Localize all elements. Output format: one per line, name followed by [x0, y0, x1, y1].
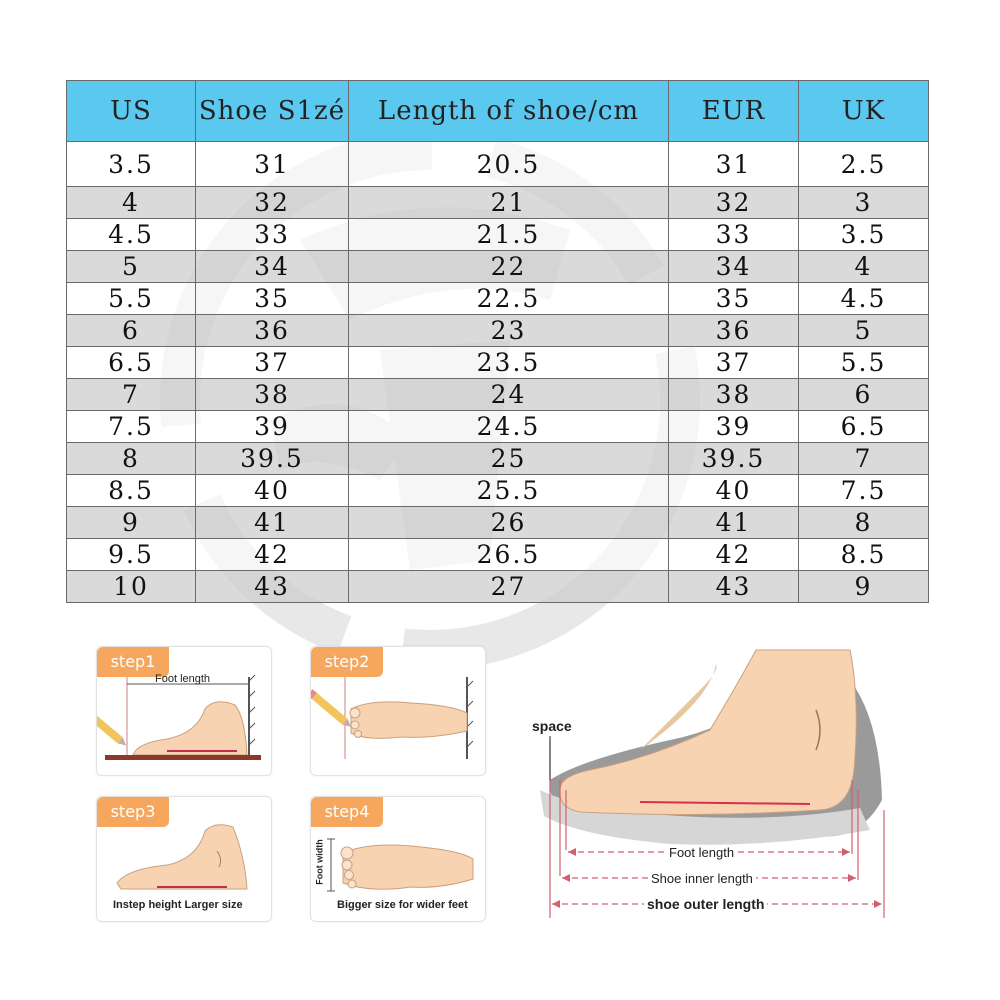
step2-tag: step2 — [311, 647, 383, 677]
cell-us: 10 — [67, 571, 196, 603]
table-row — [67, 283, 929, 315]
cell-uk: 7.5 — [799, 475, 929, 507]
cell-length-cm: 21 — [349, 187, 669, 219]
shoe-outer-length-label: shoe outer length — [644, 896, 767, 912]
space-label: space — [532, 718, 572, 734]
step2-card — [310, 646, 486, 776]
step3-caption: Instep height Larger size — [113, 899, 243, 911]
table-row — [67, 411, 929, 443]
cell-shoe-size: 40 — [196, 475, 349, 507]
cell-eur: 33 — [669, 219, 799, 251]
cell-eur: 39 — [669, 411, 799, 443]
cell-length-cm: 20.5 — [349, 142, 669, 187]
cell-uk: 8 — [799, 507, 929, 539]
cell-shoe-size: 36 — [196, 315, 349, 347]
cell-shoe-size: 38 — [196, 379, 349, 411]
cell-shoe-size: 42 — [196, 539, 349, 571]
cell-us: 7 — [67, 379, 196, 411]
cell-length-cm: 26 — [349, 507, 669, 539]
cell-us: 5.5 — [67, 283, 196, 315]
cell-shoe-size: 39.5 — [196, 443, 349, 475]
cell-shoe-size: 37 — [196, 347, 349, 379]
cell-us: 4.5 — [67, 219, 196, 251]
cell-us: 3.5 — [67, 142, 196, 187]
table-row — [67, 251, 929, 283]
foot-length-label: Foot length — [666, 845, 737, 860]
cell-us: 7.5 — [67, 411, 196, 443]
cell-eur: 39.5 — [669, 443, 799, 475]
cell-uk: 9 — [799, 571, 929, 603]
cell-length-cm: 26.5 — [349, 539, 669, 571]
table-row — [67, 475, 929, 507]
cell-uk: 2.5 — [799, 142, 929, 187]
table-row — [67, 539, 929, 571]
cell-uk: 6.5 — [799, 411, 929, 443]
cell-length-cm: 25 — [349, 443, 669, 475]
cell-us: 8 — [67, 443, 196, 475]
table-header-row — [67, 81, 929, 142]
step1-foot-length-label: Foot length — [155, 673, 211, 685]
step4-foot-width-label: Foot width — [314, 839, 325, 885]
size-chart-table — [66, 80, 929, 603]
cell-us: 8.5 — [67, 475, 196, 507]
cell-eur: 43 — [669, 571, 799, 603]
table-row — [67, 379, 929, 411]
table-row — [67, 142, 929, 187]
header-eur: EUR — [669, 81, 799, 142]
cell-length-cm: 24 — [349, 379, 669, 411]
cell-shoe-size: 31 — [196, 142, 349, 187]
cell-length-cm: 25.5 — [349, 475, 669, 507]
shoe-fit-diagram — [520, 640, 900, 930]
header-us: US — [67, 81, 196, 142]
cell-length-cm: 23 — [349, 315, 669, 347]
header-shoe-size: Shoe S1zé — [196, 81, 349, 142]
table-row — [67, 315, 929, 347]
cell-us: 6.5 — [67, 347, 196, 379]
table-row — [67, 187, 929, 219]
cell-uk: 7 — [799, 443, 929, 475]
header-uk: UK — [799, 81, 929, 142]
cell-eur: 40 — [669, 475, 799, 507]
step4-caption: Bigger size for wider feet — [337, 899, 468, 911]
cell-eur: 41 — [669, 507, 799, 539]
table-row — [67, 507, 929, 539]
table-row — [67, 443, 929, 475]
step4-tag: step4 — [311, 797, 383, 827]
cell-shoe-size: 33 — [196, 219, 349, 251]
cell-uk: 3.5 — [799, 219, 929, 251]
table-body — [67, 142, 929, 603]
cell-eur: 36 — [669, 315, 799, 347]
table-row — [67, 347, 929, 379]
cell-length-cm: 27 — [349, 571, 669, 603]
cell-eur: 34 — [669, 251, 799, 283]
header-length-cm: Length of shoe/cm — [349, 81, 669, 142]
shoe-inner-length-label: Shoe inner length — [648, 871, 756, 886]
cell-uk: 4.5 — [799, 283, 929, 315]
step4-card — [310, 796, 486, 922]
shoe-foot-illustration — [520, 640, 900, 930]
cell-eur: 42 — [669, 539, 799, 571]
table-row — [67, 571, 929, 603]
cell-shoe-size: 39 — [196, 411, 349, 443]
cell-uk: 5.5 — [799, 347, 929, 379]
cell-uk: 4 — [799, 251, 929, 283]
cell-eur: 31 — [669, 142, 799, 187]
cell-uk: 6 — [799, 379, 929, 411]
cell-eur: 35 — [669, 283, 799, 315]
cell-length-cm: 23.5 — [349, 347, 669, 379]
cell-length-cm: 22 — [349, 251, 669, 283]
step3-tag: step3 — [97, 797, 169, 827]
cell-us: 5 — [67, 251, 196, 283]
cell-us: 4 — [67, 187, 196, 219]
cell-shoe-size: 35 — [196, 283, 349, 315]
cell-us: 6 — [67, 315, 196, 347]
cell-uk: 3 — [799, 187, 929, 219]
cell-eur: 32 — [669, 187, 799, 219]
step3-card — [96, 796, 272, 922]
table-row — [67, 219, 929, 251]
cell-length-cm: 21.5 — [349, 219, 669, 251]
cell-length-cm: 22.5 — [349, 283, 669, 315]
cell-us: 9 — [67, 507, 196, 539]
cell-uk: 8.5 — [799, 539, 929, 571]
cell-shoe-size: 34 — [196, 251, 349, 283]
cell-shoe-size: 41 — [196, 507, 349, 539]
cell-shoe-size: 32 — [196, 187, 349, 219]
cell-length-cm: 24.5 — [349, 411, 669, 443]
cell-uk: 5 — [799, 315, 929, 347]
cell-us: 9.5 — [67, 539, 196, 571]
step1-tag: step1 — [97, 647, 169, 677]
cell-shoe-size: 43 — [196, 571, 349, 603]
cell-eur: 37 — [669, 347, 799, 379]
step1-card — [96, 646, 272, 776]
cell-eur: 38 — [669, 379, 799, 411]
